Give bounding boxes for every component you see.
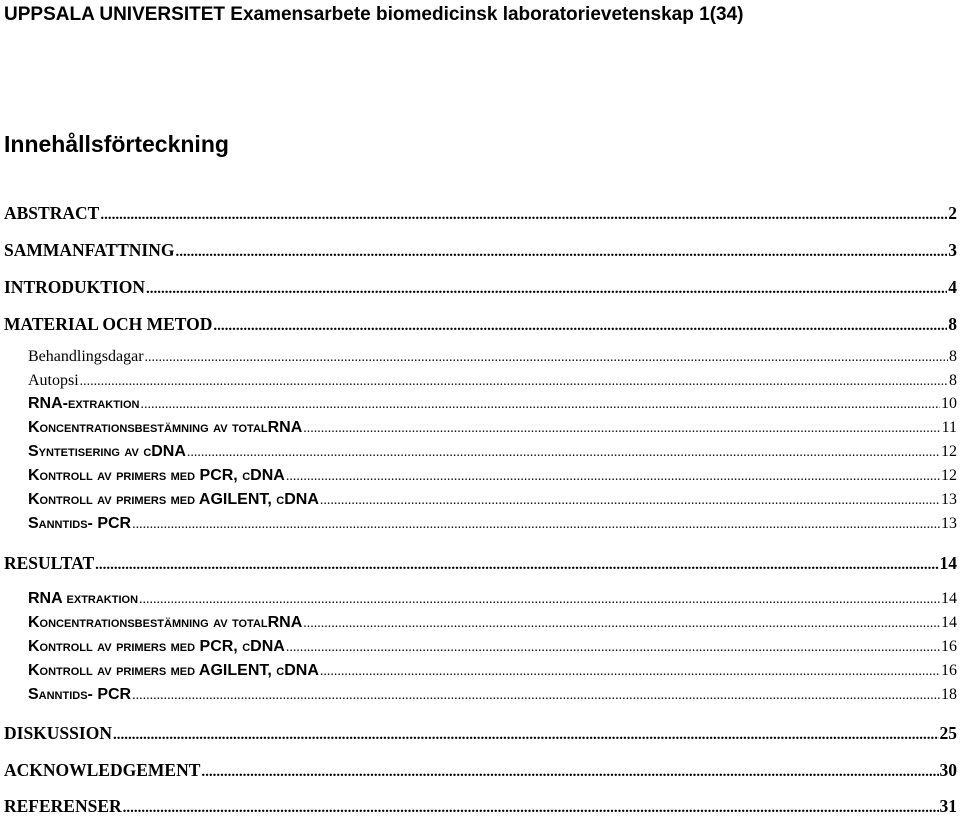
toc-entry-label: DISKUSSION <box>4 723 112 743</box>
toc-entry-label: Kontroll av primers med AGILENT, cDNA <box>28 662 319 679</box>
toc-entry-page: 12 <box>941 467 957 484</box>
toc-leader <box>175 244 947 261</box>
toc-entry-page: 31 <box>939 796 957 816</box>
toc-entry-label: Autopsi <box>28 372 79 389</box>
toc-entry-page: 18 <box>941 686 957 703</box>
toc-leader <box>145 350 948 366</box>
toc-entry-label: RESULTAT <box>4 553 95 573</box>
toc-entry-label: REFERENSER <box>4 796 122 816</box>
toc-entry-page: 16 <box>941 638 957 655</box>
toc-entry-label: Sanntids- PCR <box>28 686 132 703</box>
toc-entry-kontroll-agilent[interactable] <box>28 491 957 509</box>
toc-entry-syntetisering[interactable] <box>28 443 957 461</box>
toc-entry-page: 30 <box>939 760 957 780</box>
toc-entry-label: Kontroll av primers med PCR, cDNA <box>28 638 285 655</box>
toc-title: Innehållsförteckning <box>4 131 229 157</box>
toc-entry-page: 16 <box>941 662 957 679</box>
toc-leader <box>95 557 938 574</box>
toc-leader <box>141 397 941 413</box>
toc-entry-page: 4 <box>948 277 957 297</box>
toc-leader <box>100 207 947 224</box>
toc-entry-behandlingsdagar[interactable] <box>28 348 957 366</box>
toc-leader <box>303 616 940 632</box>
header-page-number: 1(34) <box>699 4 744 25</box>
toc-entry-label: Kontroll av primers med PCR, cDNA <box>28 467 285 484</box>
toc-leader <box>303 421 940 437</box>
toc-entry-label: RNA-extraktion <box>28 395 140 412</box>
toc-entry-label: RNA extraktion <box>28 590 139 607</box>
toc-entry-sanntids-pcr[interactable] <box>28 515 957 533</box>
toc-leader <box>113 727 939 744</box>
document-header <box>4 4 743 26</box>
toc-entry-page: 8 <box>949 348 957 365</box>
toc-entry-page: 11 <box>941 419 957 436</box>
toc-entry-page: 14 <box>939 553 957 573</box>
toc-entry-page: 13 <box>941 515 957 532</box>
toc-entry-label: Syntetisering av cDNA <box>28 443 186 460</box>
toc-entry-introduktion[interactable] <box>4 277 957 298</box>
toc-entry-kontroll-pcr[interactable] <box>28 467 957 485</box>
toc-entry-page: 3 <box>948 240 957 260</box>
toc-entry-material-och-metod[interactable] <box>4 314 957 335</box>
toc-leader <box>286 469 940 485</box>
toc-entry-label: Koncentrationsbestämning av totalRNA <box>28 614 303 631</box>
toc-entry-kontroll-pcr-resultat[interactable] <box>28 638 957 656</box>
toc-leader <box>201 764 938 781</box>
toc-leader <box>132 688 940 704</box>
toc-entry-page: 14 <box>941 590 957 607</box>
toc-entry-label: Kontroll av primers med AGILENT, cDNA <box>28 491 319 508</box>
header-text: UPPSALA UNIVERSITET Examensarbete biomedicinsk laboratorievetenskap <box>4 4 700 25</box>
toc-entry-page: 2 <box>948 203 957 223</box>
toc-entry-label: MATERIAL OCH METOD <box>4 314 213 334</box>
toc-entry-label: ABSTRACT <box>4 203 100 223</box>
toc-entry-page: 13 <box>941 491 957 508</box>
toc-leader <box>80 374 948 390</box>
toc-entry-diskussion[interactable] <box>4 723 957 744</box>
toc-leader <box>320 493 940 509</box>
toc-entry-page: 8 <box>948 314 957 334</box>
toc-entry-autopsi[interactable] <box>28 372 957 390</box>
toc-entry-label: Behandlingsdagar <box>28 348 144 365</box>
toc-entry-label: Sanntids- PCR <box>28 515 132 532</box>
toc-entry-page: 25 <box>939 723 957 743</box>
toc-entry-page: 14 <box>941 614 957 631</box>
toc-leader <box>123 800 939 817</box>
toc-leader <box>132 517 940 533</box>
toc-entry-resultat[interactable] <box>4 553 957 574</box>
toc-entry-rna-extraktion[interactable] <box>28 395 957 413</box>
toc-leader <box>146 281 947 298</box>
toc-entry-label: ACKNOWLEDGEMENT <box>4 760 201 780</box>
toc-leader <box>139 592 940 608</box>
toc-entry-label: SAMMANFATTNING <box>4 240 175 260</box>
toc-entry-kontroll-agilent-resultat[interactable] <box>28 662 957 680</box>
toc-entry-koncentrationsbestamning[interactable] <box>28 419 957 437</box>
toc-entry-page: 10 <box>941 395 957 412</box>
toc-entry-page: 8 <box>949 372 957 389</box>
toc-leader <box>320 664 940 680</box>
toc-entry-label: Koncentrationsbestämning av totalRNA <box>28 419 303 436</box>
toc-leader <box>286 640 940 656</box>
toc-entry-rna-extraktion-resultat[interactable] <box>28 590 957 608</box>
toc-entry-sammanfattning[interactable] <box>4 240 957 261</box>
toc-entry-abstract[interactable] <box>4 203 957 224</box>
toc-entry-acknowledgement[interactable] <box>4 760 957 781</box>
toc-entry-koncentrationsbestamning-resultat[interactable] <box>28 614 957 632</box>
toc-entry-referenser[interactable] <box>4 796 957 817</box>
toc-leader <box>187 445 940 461</box>
toc-entry-page: 12 <box>941 443 957 460</box>
toc-entry-label: INTRODUKTION <box>4 277 145 297</box>
toc-leader <box>213 318 947 335</box>
toc-entry-sanntids-pcr-resultat[interactable] <box>28 686 957 704</box>
